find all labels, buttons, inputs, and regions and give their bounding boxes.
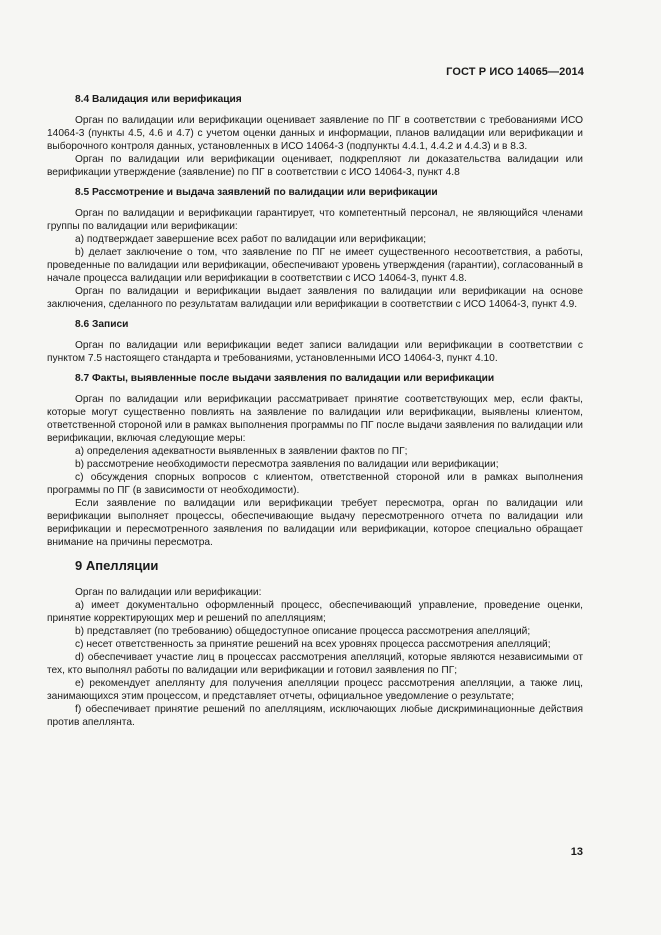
paragraph: Орган по валидации или верификации рассматривает принятие соответствующих мер, если факты, которые могут существенно повлиять на заявление по валидации или верификации, выявлены клиентом, ответственной стороной или в рамках выполнения программы по ПГ после выдачи заявления по валидации или верификации, включая следующие меры: — [47, 394, 583, 444]
paragraph: Орган по валидации или верификации оценивает, подкрепляют ли доказательства валидации или верификации утверждение (заявление) по ПГ в соответствии с ИСО 14064-3, пункт 4.8 — [47, 154, 583, 178]
paragraph: Орган по валидации или верификации оценивает заявление по ПГ в соответствии с требованиями ИСО 14064-3 (пункты 4.5, 4.6 и 4.7) с учетом оценки данных и информации, планов валидации или верификации и выборочного контроля данных, установленных в ИСО 14064-3 (подпункты 4.4.1, 4.4.2 и 4.4.3) и в 8.3. — [47, 115, 583, 152]
paragraph: Орган по валидации или верификации ведет записи валидации или верификации в соответствии с пунктом 7.5 настоящего стандарта и требованиями, установленными ИСО 14064-3, пункт 4.10. — [47, 340, 583, 364]
section-9-title: 9 Апелляции — [75, 558, 159, 573]
list-item: d) обеспечивает участие лиц в процессах рассмотрения апелляций, которые являются независимыми от тех, кто выполнял работы по валидации или верификации и готовил заявления по ПГ; — [47, 652, 583, 676]
section-8-5-title: 8.5 Рассмотрение и выдача заявлений по валидации или верификации — [75, 187, 438, 198]
list-item: b) делает заключение о том, что заявление по ПГ не имеет существенного несоответствия, а работы, проведенные по валидации или верификации, обеспечивают уровень утверждения (гарантии), согласованный в начале процесса валидации или верификации в соответствии с ИСО 14064-3, пункт 4.8. — [47, 247, 583, 284]
list-item: b) представляет (по требованию) общедоступное описание процесса рассмотрения апелляций; — [75, 626, 531, 637]
paragraph: Орган по валидации и верификации выдает заявления по валидации или верификации на основе заключения, сделанного по результатам валидации или верификации в соответствии с ИСО 14064-3, пункт 4.9. — [47, 286, 583, 310]
list-item: b) рассмотрение необходимости пересмотра заявления по валидации или верификации; — [75, 459, 499, 470]
list-item: c) несет ответственность за принятие решений на всех уровнях процесса рассмотрения апелляций; — [75, 639, 551, 650]
list-item: a) определения адекватности выявленных в заявлении фактов по ПГ; — [75, 446, 408, 457]
paragraph: Орган по валидации и верификации гарантирует, что компетентный персонал, не являющийся членами группы по валидации или верификации: — [47, 208, 583, 232]
section-8-6-title: 8.6 Записи — [75, 319, 129, 330]
list-item: a) имеет документально оформленный процесс, обеспечивающий управление, проведение оценки, принятие корректирующих мер и решений по апелляциям; — [47, 600, 583, 624]
paragraph: Орган по валидации или верификации: — [75, 587, 262, 598]
list-item: c) обсуждения спорных вопросов с клиентом, ответственной стороной или в рамках выполнения программы по ПГ (в зависимости от необходимости). — [47, 472, 583, 496]
section-8-4-title: 8.4 Валидация или верификация — [75, 94, 242, 105]
list-item: a) подтверждает завершение всех работ по валидации или верификации; — [75, 234, 427, 245]
section-8-7-title: 8.7 Факты, выявленные после выдачи заявления по валидации или верификации — [75, 373, 495, 384]
paragraph: Если заявление по валидации или верификации требует пересмотра, орган по валидации или верификации выполняет процессы, обеспечивающие выдачу пересмотренного отчета по валидации или верификации и пересмотренного заявления по валидации или верификации, которое специально обращает внимание на причины пересмотра. — [47, 498, 583, 548]
list-item: f) обеспечивает принятие решений по апелляциям, исключающих любые дискриминационные действия против апеллянта. — [47, 704, 583, 728]
document-header: ГОСТ Р ИСО 14065—2014 — [446, 66, 584, 78]
page-number: 13 — [570, 846, 583, 858]
document-body — [47, 93, 583, 729]
list-item: e) рекомендует апеллянту для получения апелляции процесс рассмотрения апелляции, а также лиц, занимающихся этим процессом, и представляет отчеты, официальное уведомление о результате; — [47, 678, 583, 702]
